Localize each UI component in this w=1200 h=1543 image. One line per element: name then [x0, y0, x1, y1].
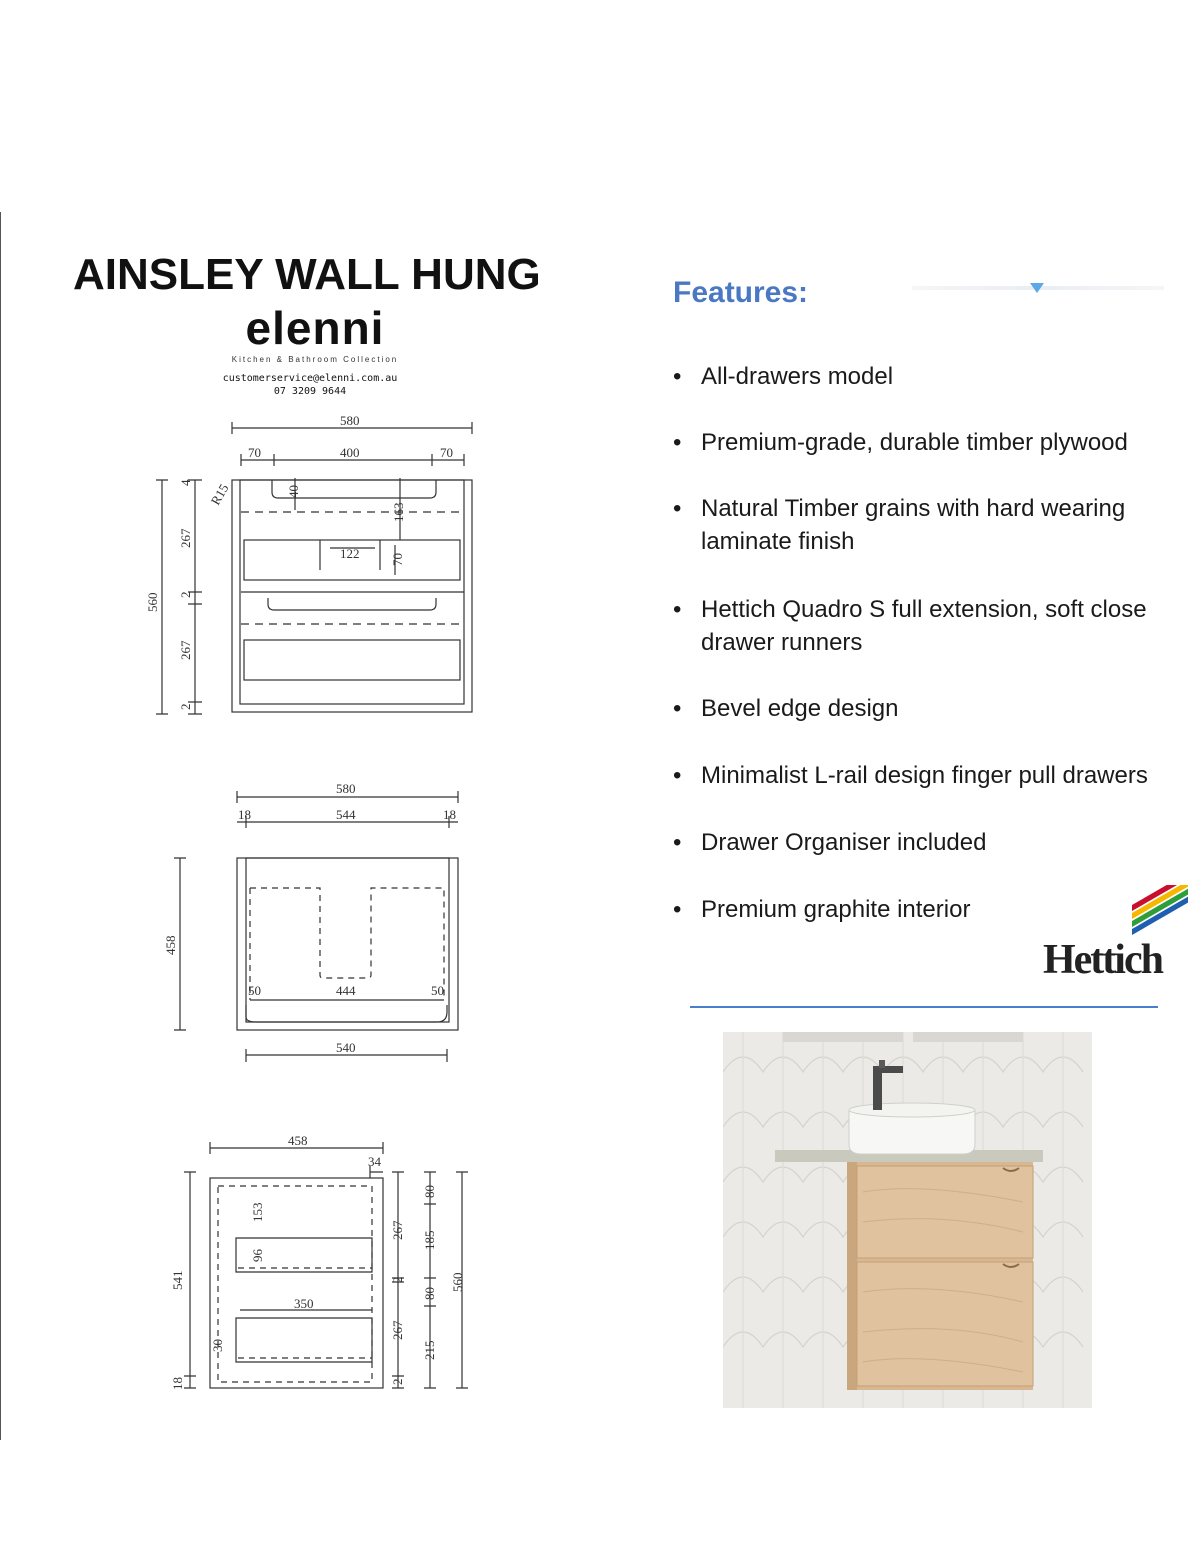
front-view — [156, 422, 472, 714]
section-divider — [690, 1006, 1158, 1008]
dim-label: 540 — [336, 1040, 356, 1055]
dim-label: 70 — [390, 553, 405, 566]
dim-label: 267 — [390, 1220, 405, 1240]
dim-label: 70 — [248, 445, 261, 460]
dim-label: 267 — [178, 528, 193, 548]
bullet-icon: • — [673, 695, 682, 722]
hettich-logo — [1040, 885, 1190, 980]
contact-phone[interactable]: 07 3209 9644 — [273, 386, 347, 397]
dim-label: 50 — [248, 983, 261, 998]
dim-label: 40 — [286, 485, 301, 498]
dim-label: 185 — [422, 1230, 437, 1250]
bullet-icon: • — [673, 363, 682, 390]
bullet-icon: • — [673, 762, 682, 789]
dim-label: 18 — [170, 1377, 185, 1390]
technical-drawings — [0, 400, 500, 1420]
product-title: AINSLEY WALL HUNG — [73, 250, 541, 299]
dim-label: 580 — [336, 781, 356, 796]
dim-label: 544 — [336, 807, 356, 822]
dim-label: 96 — [250, 1249, 265, 1262]
bullet-icon: • — [673, 429, 682, 456]
product-photo — [723, 1032, 1092, 1408]
dim-label: R15 — [207, 481, 232, 508]
features-heading: Features: — [673, 276, 809, 309]
dim-label: 34 — [368, 1154, 381, 1169]
bullet-icon: • — [673, 896, 682, 923]
dim-label: 215 — [422, 1340, 437, 1360]
contact-email[interactable]: customerservice@elenni.com.au — [222, 373, 398, 384]
dim-label: 444 — [336, 983, 356, 998]
contact-block — [200, 372, 420, 398]
dim-label: 458 — [288, 1133, 308, 1148]
dim-label: 80 — [422, 1185, 437, 1198]
feature-item: • Natural Timber grains with hard wearing laminate finish — [673, 492, 1193, 558]
dim-label: 122 — [340, 546, 360, 561]
dim-label: 2 — [178, 703, 193, 710]
dim-label: 267 — [390, 1320, 405, 1340]
dim-label: 560 — [145, 592, 160, 612]
dim-label: 80 — [422, 1287, 437, 1300]
dim-label: 580 — [340, 413, 360, 428]
feature-item: • Minimalist L-rail design finger pull drawers — [673, 759, 1193, 792]
top-view — [174, 791, 458, 1062]
brand-wordmark: elenni — [245, 302, 385, 354]
feature-item: • Hettich Quadro S full extension, soft close drawer runners — [673, 593, 1193, 659]
dim-label: 50 — [431, 983, 444, 998]
dim-label: 163 — [391, 502, 406, 522]
brand-logo — [225, 302, 405, 364]
feature-item: • All-drawers model — [673, 360, 1193, 393]
feature-item: • Bevel edge design — [673, 692, 1193, 725]
dim-label: 350 — [294, 1296, 314, 1311]
dim-label: 541 — [170, 1270, 185, 1290]
hettich-wordmark: Hettich — [1043, 937, 1162, 980]
triangle-marker-icon — [1030, 283, 1044, 293]
dim-label: 18 — [238, 807, 251, 822]
dim-label: 30 — [210, 1339, 225, 1352]
dim-label: 4 — [178, 479, 193, 486]
dim-label: 153 — [250, 1202, 265, 1222]
bullet-icon: • — [673, 829, 682, 856]
dim-label: 400 — [340, 445, 360, 460]
dim-label: 70 — [440, 445, 453, 460]
dim-label: 267 — [178, 640, 193, 660]
feature-item: • Premium-grade, durable timber plywood — [673, 426, 1193, 459]
dim-label: 2 — [390, 1276, 405, 1283]
bullet-icon: • — [673, 495, 682, 522]
dim-label: 458 — [163, 935, 178, 955]
feature-item: • Drawer Organiser included — [673, 826, 1193, 859]
dim-label: 2 — [390, 1378, 405, 1385]
bullet-icon: • — [673, 596, 682, 623]
dim-label: 18 — [443, 807, 456, 822]
brand-tagline: Kitchen & Bathroom Collection — [231, 355, 399, 364]
dim-label: 2 — [178, 591, 193, 598]
dim-label: 560 — [450, 1272, 465, 1292]
feature-item: • Premium graphite interior — [673, 893, 1193, 926]
